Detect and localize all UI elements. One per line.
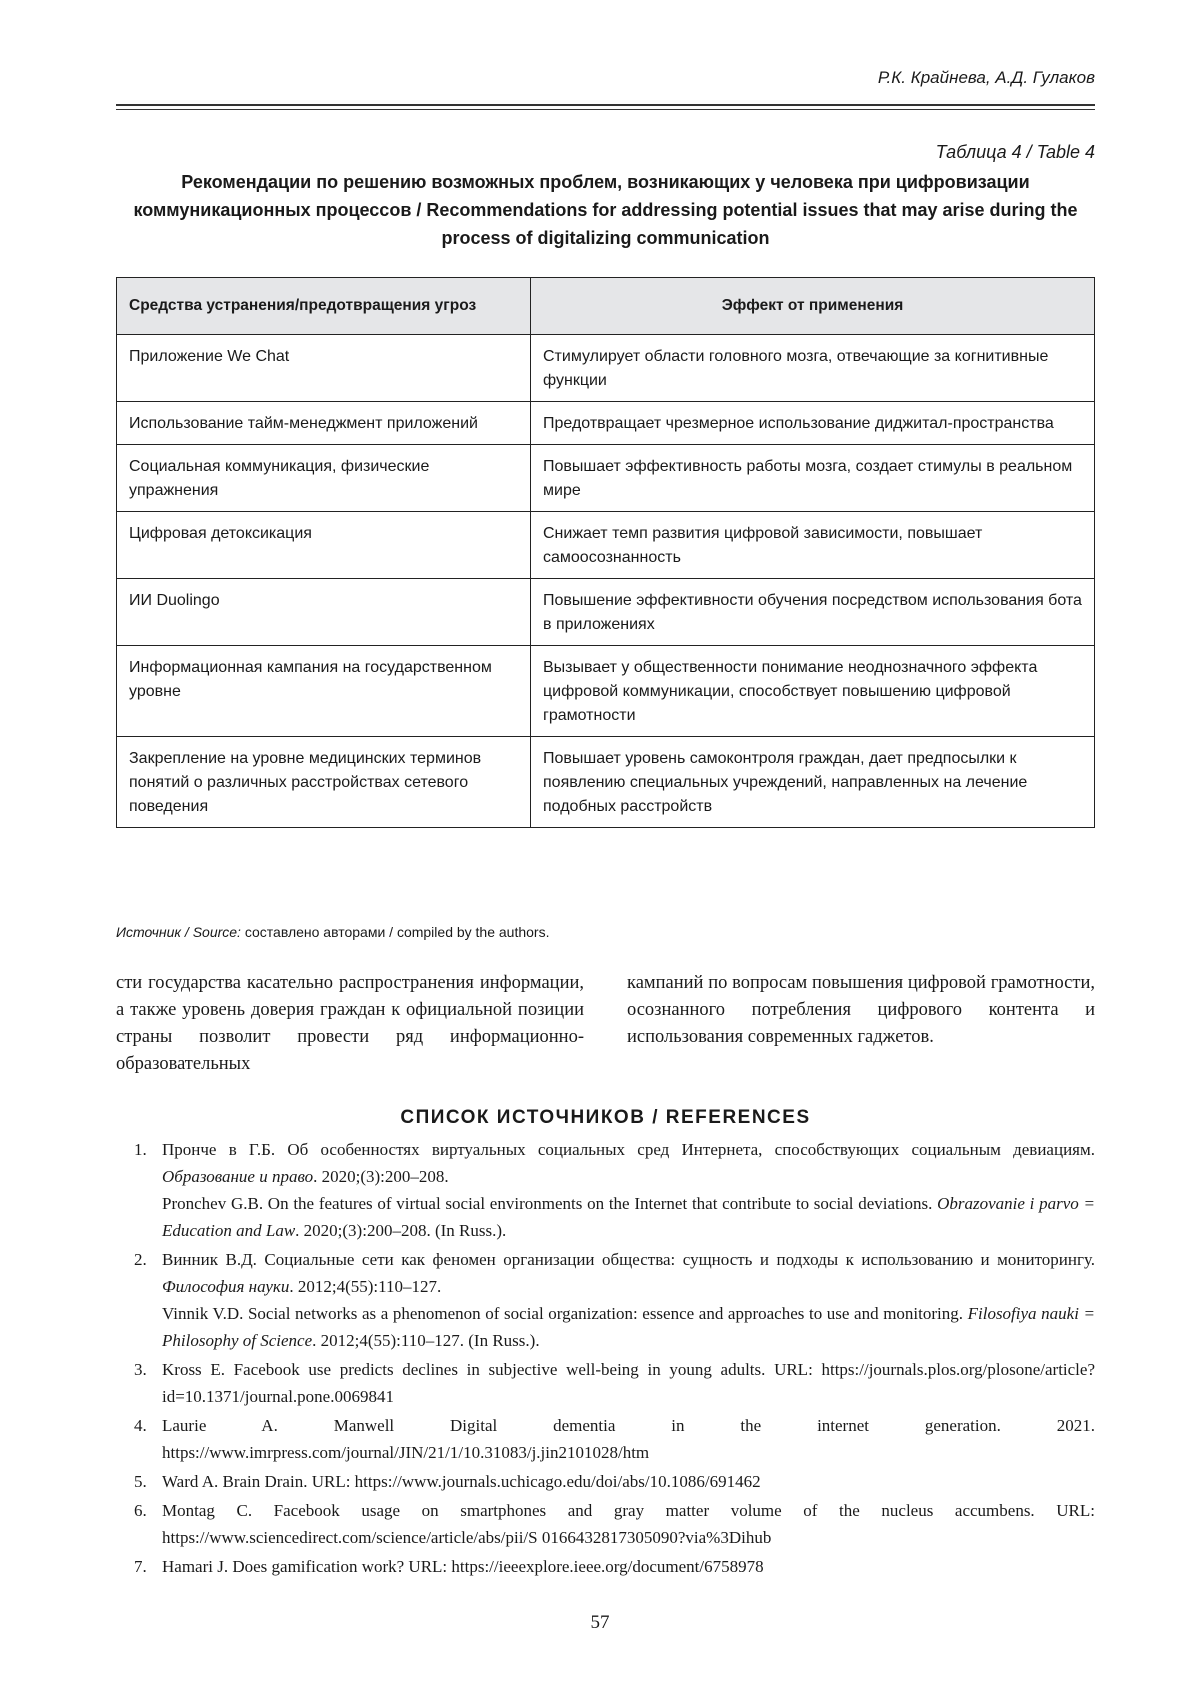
reference-item: [116, 1553, 1095, 1580]
header-rule: [116, 104, 1095, 106]
reference-journal: Obrazovanie i parvo = Education and Law: [162, 1194, 1096, 1240]
reference-russian: [162, 1136, 1095, 1190]
reference-text: Kross E. Facebook use predicts declines in subjective well-being in young adults. URL: https://journals.plos.org/plosone/article?id=10.1371/journal.pone.0069841: [162, 1360, 1095, 1406]
reference-number: 7.: [134, 1557, 147, 1576]
reference-details: . 2012;4(55):110–127.: [289, 1277, 442, 1296]
table-cell-means: Закрепление на уровне медицинских терминов понятий о различных расстройствах сетевого поведения: [117, 737, 531, 828]
table-cell-effect: Повышает уровень самоконтроля граждан, дает предпосылки к появлению специальных учреждений, направленных на лечение подобных расстройств: [531, 737, 1095, 828]
reference-journal: Философия науки: [162, 1277, 290, 1296]
table-row: [117, 646, 1095, 737]
reference-number: 4.: [134, 1416, 147, 1435]
reference-number: 6.: [134, 1501, 147, 1520]
table-cell-effect: Снижает темп развития цифровой зависимости, повышает самоосознанность: [531, 512, 1095, 579]
references-heading: СПИСОК ИСТОЧНИКОВ / REFERENCES: [400, 1107, 811, 1128]
reference-text: Hamari J. Does gamification work? URL: https://ieeexplore.ieee.org/document/6758978: [162, 1557, 764, 1576]
reference-item: [116, 1356, 1095, 1410]
reference-item: [116, 1136, 1095, 1244]
table-cell-means: Цифровая детоксикация: [117, 512, 531, 579]
column-header-means: Средства устранения/предотвращения угроз: [117, 278, 531, 335]
reference-item: [116, 1468, 1095, 1495]
table-cell-means: ИИ Duolingo: [117, 579, 531, 646]
table-cell-means: Социальная коммуникация, физические упражнения: [117, 445, 531, 512]
table-cell-effect: Повышает эффективность работы мозга, создает стимулы в реальном мире: [531, 445, 1095, 512]
reference-text: Laurie A. Manwell Digital dementia in the internet generation. 2021. https://www.imrpress.com/journal/JIN/21/1/10.31083/j.jin2101028/htm: [162, 1416, 1095, 1462]
table-row: [117, 335, 1095, 402]
reference-number: 1.: [134, 1140, 147, 1159]
table-row: [117, 512, 1095, 579]
reference-text: Ward A. Brain Drain. URL: https://www.journals.uchicago.edu/doi/abs/10.1086/691462: [162, 1472, 761, 1491]
reference-text: Pronchev G.B. On the features of virtual social environments on the Internet that contribute to social deviations.: [162, 1194, 938, 1213]
reference-text: Vinnik V.D. Social networks as a phenomenon of social organization: essence and approaches to use and monitoring.: [162, 1304, 968, 1323]
table-source-note: [116, 924, 549, 940]
header-rule-thin: [116, 109, 1095, 110]
table-cell-means: Приложение We Chat: [117, 335, 531, 402]
table-row: [117, 737, 1095, 828]
table-cell-effect: Стимулирует области головного мозга, отвечающие за когнитивные функции: [531, 335, 1095, 402]
references-list: [116, 1136, 1095, 1582]
reference-text: Montag C. Facebook usage on smartphones and gray matter volume of the nucleus accumbens. URL: https://www.sciencedirect.com/science/article/abs/pii/S 0166432817305090?via%3Dihub: [162, 1501, 1095, 1547]
table-row: [117, 579, 1095, 646]
table-title: Рекомендации по решению возможных проблем, возникающих у человека при цифровизации коммуникационных процессов / Recommendations for addressing potential issues that may arise during the process of digitalizing communication: [133, 172, 1078, 248]
reference-item: [116, 1497, 1095, 1551]
reference-journal: Filosofiya nauki = Philosophy of Science: [162, 1304, 1095, 1350]
reference-details: . 2020;(3):200–208.: [313, 1167, 449, 1186]
source-text: составлено авторами / compiled by the authors.: [244, 924, 550, 940]
recommendations-table: [116, 277, 1095, 828]
reference-number: 5.: [134, 1472, 147, 1491]
table-cell-means: Использование тайм-менеджмент приложений: [117, 402, 531, 445]
reference-journal: Образование и право: [162, 1167, 314, 1186]
table-header-row: [117, 278, 1095, 335]
table-row: [117, 445, 1095, 512]
table-cell-effect: Предотвращает чрезмерное использование диджитал-пространства: [531, 402, 1095, 445]
source-label: Источник / Source:: [116, 924, 241, 940]
table-cell-effect: Вызывает у общественности понимание неоднозначного эффекта цифровой коммуникации, способствует повышению цифровой грамотности: [531, 646, 1095, 737]
reference-number: 2.: [134, 1250, 147, 1269]
body-text-left-column: сти государства касательно распространения информации, а также уровень доверия граждан к официальной позиции страны позволит провести ряд информационно-образовательных: [116, 973, 584, 1074]
table-row: [117, 402, 1095, 445]
column-header-effect: Эффект от применения: [531, 278, 1095, 335]
table-number: Таблица 4 / Table 4: [935, 142, 1095, 162]
table-cell-effect: Повышение эффективности обучения посредством использования бота в приложениях: [531, 579, 1095, 646]
running-header-authors: Р.К. Крайнева, А.Д. Гулаков: [877, 68, 1095, 87]
reference-text: Винник В.Д. Социальные сети как феномен организации общества: сущность и подходы к использованию и мониторингу.: [162, 1250, 1095, 1269]
reference-item: [116, 1412, 1095, 1466]
reference-english: [162, 1190, 1095, 1244]
reference-text: Пронче в Г.Б. Об особенностях виртуальных социальных сред Интернета, способствующих социальным девиациям.: [162, 1140, 1095, 1159]
body-text-right-column: кампаний по вопросам повышения цифровой грамотности, осознанного потребления цифрового контента и использования современных гаджетов.: [627, 973, 1095, 1047]
page-number: 57: [590, 1612, 610, 1633]
table-cell-means: Информационная кампания на государственном уровне: [117, 646, 531, 737]
reference-number: 3.: [134, 1360, 147, 1379]
reference-details: . 2012;4(55):110–127. (In Russ.).: [312, 1331, 540, 1350]
reference-english: [162, 1300, 1095, 1354]
reference-details: . 2020;(3):200–208. (In Russ.).: [295, 1221, 507, 1240]
reference-item: [116, 1246, 1095, 1354]
reference-russian: [162, 1246, 1095, 1300]
